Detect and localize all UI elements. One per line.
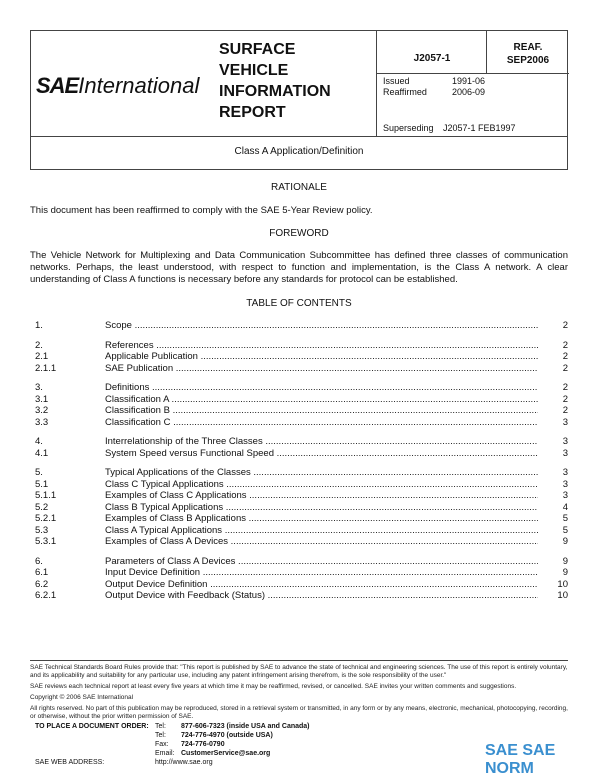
superseding-label: Superseding (383, 123, 434, 133)
toc-page: 10 (557, 578, 568, 590)
footer-copyright: Copyright © 2006 SAE International (30, 694, 134, 701)
toc-title: Classification A ..... (105, 394, 538, 406)
toc-page: 10 (557, 590, 568, 601)
toc-entry[interactable] (35, 590, 568, 602)
reaffirmed-label: Reaffirmed (383, 87, 427, 97)
footer-rights: All rights reserved. No part of this publication may be reproduced, stored in a retrieval system or transmitted, in any form or by any means, electronic, mechanical, photocopying, recording, or otherwise, without the prior written permission of SAE. (30, 705, 568, 720)
toc-entry[interactable] (35, 363, 568, 375)
toc-number: 4. (35, 436, 43, 447)
toc-title: Examples of Class B Applications ..... (105, 513, 538, 525)
toc-number: 6. (35, 555, 43, 567)
document-number: J2057-1 (413, 53, 451, 64)
table-of-contents (35, 320, 568, 602)
sae-norm-stamp: SAE SAE NORM (485, 742, 556, 776)
toc-title: Classification B ..... (105, 405, 538, 417)
toc-title: SAE Publication ..... (105, 363, 538, 375)
toc-entry[interactable] (35, 556, 568, 568)
toc-entry[interactable] (35, 448, 568, 460)
toc-page: 3 (562, 478, 568, 490)
toc-title: Scope ..... (105, 320, 538, 332)
toc-heading: TABLE OF CONTENTS (246, 298, 352, 309)
toc-number: 3.1 (35, 393, 49, 405)
superseding-value: J2057-1 FEB1997 (443, 123, 516, 133)
footer-review: SAE reviews each technical report at least every five years at which time it may be reaffirmed, revised, or cancelled. SAE invites your written comments and suggestions. (30, 683, 517, 690)
toc-entry[interactable] (35, 536, 568, 548)
rationale-text: This document has been reaffirmed to comply with the SAE 5-Year Review policy. (30, 205, 373, 216)
toc-page: 4 (562, 501, 568, 513)
toc-entry[interactable] (35, 490, 568, 502)
issued-date: 1991-06 (452, 76, 486, 86)
toc-page: 2 (562, 351, 568, 362)
toc-page: 2 (562, 320, 568, 331)
toc-number: 6.2.1 (35, 590, 57, 601)
toc-entry[interactable] (35, 417, 568, 429)
header-box (30, 30, 568, 170)
toc-number: 5.3 (35, 524, 49, 536)
toc-entry[interactable] (35, 579, 568, 591)
order-info: TO PLACE A DOCUMENT ORDER: Tel: 877-606-7323 (inside USA and Canada) Tel: 724-776-4970 (outside USA) Fax: 724-776-0790 Email: CustomerService@sae.org SAE WEB ADDRESS: http://www.sae.org (35, 723, 310, 766)
toc-page: 9 (562, 536, 568, 547)
reaffirmed-date: 2006-09 (452, 87, 486, 97)
toc-number: 3. (35, 382, 43, 393)
toc-page: 5 (562, 513, 568, 524)
report-type: SURFACE VEHICLE INFORMATION REPORT (219, 41, 331, 121)
toc-page: 2 (562, 405, 568, 416)
toc-entry[interactable] (35, 320, 568, 332)
toc-number: 5. (35, 467, 43, 478)
toc-page: 2 (562, 393, 568, 405)
rationale-heading: RATIONALE (271, 182, 327, 193)
toc-title: Interrelationship of the Three Classes ..... (105, 436, 538, 448)
toc-number: 5.3.1 (35, 536, 57, 547)
toc-page: 3 (562, 416, 568, 428)
toc-number: 5.1 (35, 478, 49, 490)
toc-page: 9 (562, 567, 568, 578)
sae-logo: SAEInternational (36, 73, 200, 98)
toc-entry[interactable] (35, 405, 568, 417)
toc-number: 3.3 (35, 416, 49, 428)
toc-title: Class B Typical Applications ..... (105, 502, 538, 514)
toc-number: 2. (35, 339, 43, 351)
foreword-heading: FOREWORD (269, 228, 329, 239)
toc-title: System Speed versus Functional Speed ..... (105, 448, 538, 460)
toc-title: Definitions ..... (105, 382, 538, 394)
toc-page: 2 (562, 362, 568, 374)
toc-page: 2 (562, 382, 568, 393)
toc-number: 6.2 (35, 578, 49, 590)
toc-title: Class A Typical Applications ..... (105, 525, 538, 537)
toc-title: Parameters of Class A Devices ..... (105, 556, 538, 568)
toc-page: 2 (562, 339, 568, 351)
toc-title: Applicable Publication ..... (105, 351, 538, 363)
toc-entry[interactable] (35, 340, 568, 352)
toc-number: 5.1.1 (35, 490, 57, 501)
toc-page: 3 (562, 447, 568, 459)
issued-label: Issued (383, 76, 410, 86)
foreword-text: The Vehicle Network for Multiplexing and Data Communication Subcommittee has defined three classes of communication networks. Perhaps, the least understood, with respect to function and implementation, is the Class A network. A clear understanding of Class A functions is necessary before any standards for protocol can be established. (30, 250, 568, 285)
footer-rules: SAE Technical Standards Board Rules provide that: "This report is published by SAE to advance the state of technical and engineering sciences. The use of this report is entirely voluntary, and its applicability and suitability for any particular use, including any patent infringement arising therefrom, is the sole responsibility of the user." (30, 664, 568, 679)
toc-title: References ..... (105, 340, 538, 352)
toc-entry[interactable] (35, 567, 568, 579)
toc-number: 5.2.1 (35, 513, 57, 524)
toc-number: 5.2 (35, 501, 49, 513)
toc-page: 5 (562, 524, 568, 536)
toc-page: 3 (562, 467, 568, 478)
document-subtitle: Class A Application/Definition (234, 146, 364, 157)
toc-title: Typical Applications of the Classes ..... (105, 467, 538, 479)
toc-number: 2.1.1 (35, 362, 57, 374)
toc-entry[interactable] (35, 502, 568, 514)
web-link[interactable]: http://www.sae.org (155, 759, 213, 766)
reaffirmation: REAF. SEP2006 (506, 42, 550, 66)
toc-title: Examples of Class C Applications ..... (105, 490, 538, 502)
toc-title: Output Device with Feedback (Status) ..... (105, 590, 538, 602)
toc-entry[interactable] (35, 513, 568, 525)
toc-title: Output Device Definition ..... (105, 579, 538, 591)
toc-page: 9 (562, 555, 568, 567)
email-link[interactable]: CustomerService@sae.org (181, 750, 271, 757)
toc-title: Examples of Class A Devices ..... (105, 536, 538, 548)
toc-title: Class C Typical Applications ..... (105, 479, 538, 491)
toc-entry[interactable] (35, 351, 568, 363)
toc-page: 3 (562, 436, 568, 447)
toc-entry[interactable] (35, 382, 568, 394)
toc-number: 2.1 (35, 351, 49, 362)
toc-title: Input Device Definition ..... (105, 567, 538, 579)
toc-entry[interactable] (35, 436, 568, 448)
toc-entry[interactable] (35, 394, 568, 406)
toc-number: 4.1 (35, 447, 49, 459)
toc-number: 3.2 (35, 405, 49, 416)
toc-title: Classification C ..... (105, 417, 538, 429)
toc-page: 3 (562, 490, 568, 501)
toc-entry[interactable] (35, 479, 568, 491)
toc-number: 1. (35, 320, 43, 331)
toc-entry[interactable] (35, 467, 568, 479)
toc-entry[interactable] (35, 525, 568, 537)
toc-number: 6.1 (35, 567, 49, 578)
